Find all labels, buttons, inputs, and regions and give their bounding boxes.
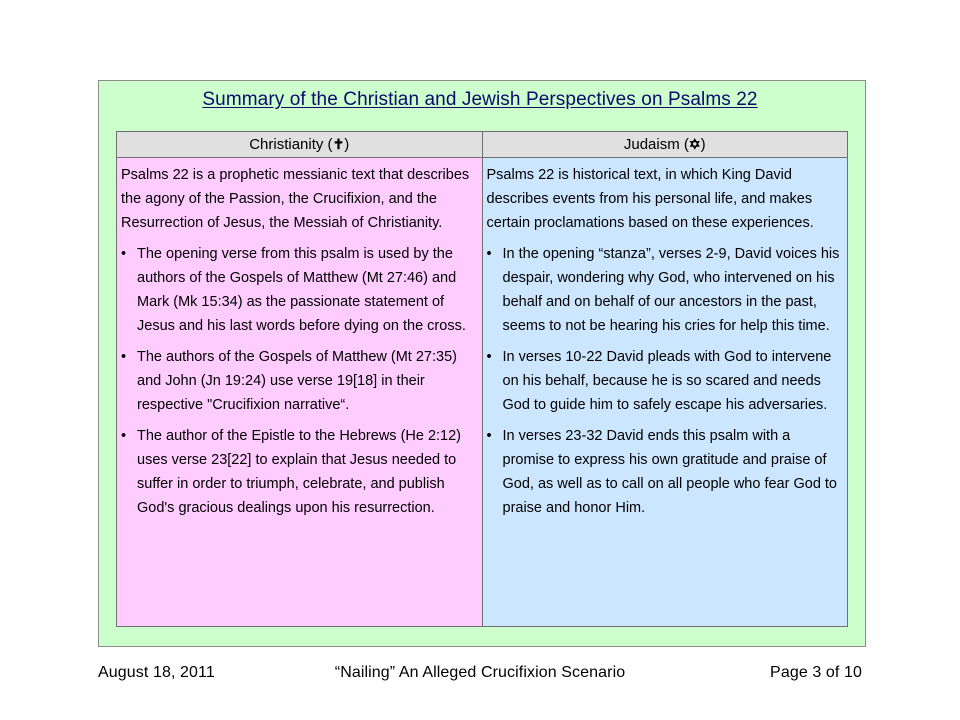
slide-title-text: Summary of the Christian and Jewish Perspectives on Psalms 22 <box>202 89 758 110</box>
christianity-bullet-1 <box>121 242 478 338</box>
judaism-header-label: Judaism ( <box>623 136 689 153</box>
judaism-cell <box>482 158 848 627</box>
christianity-bullet-2-text: The authors of the Gospels of Matthew (Mt 27:35) and John (Jn 19:24) use verse 19[18] in their respective "Crucifixion narrative“. <box>137 349 457 413</box>
cross-icon: ✝ <box>332 136 345 152</box>
judaism-bullet-2 <box>487 345 844 417</box>
table-body-row <box>117 158 848 627</box>
bullet-icon: • <box>486 246 492 262</box>
bullet-icon: • <box>486 428 492 444</box>
judaism-bullet-1-text: In the opening “stanza”, verses 2-9, David voices his despair, wondering why God, who intervened on his behalf and on behalf of our ancestors in the past, seems to not be hearing his cries for help this time. <box>502 246 840 334</box>
judaism-header <box>482 132 848 158</box>
judaism-intro: Psalms 22 is historical text, in which King David describes events from his personal life, and makes certain proclamations based on these experiences. <box>486 167 814 231</box>
bullet-icon: • <box>121 349 127 365</box>
christianity-header-close: ) <box>344 136 350 153</box>
christianity-bullet-3-text: The author of the Epistle to the Hebrews (He 2:12) uses verse 23[22] to explain that Jesus needed to suffer in order to triumph, celebrate, and publish God's gracious dealings upon his resurrection. <box>137 428 462 516</box>
star-of-david-icon: ✡ <box>688 136 701 152</box>
footer-page-number: Page 3 of 10 <box>770 664 862 681</box>
bullet-icon: • <box>486 349 492 365</box>
christianity-intro: Psalms 22 is a prophetic messianic text that describes the agony of the Passion, the Crucifixion, and the Resurrection of Jesus, the Messiah of Christianity. <box>121 167 470 231</box>
christianity-bullet-1-text: The opening verse from this psalm is used by the authors of the Gospels of Matthew (Mt 27:46) and Mark (Mk 15:34) as the passionate statement of Jesus and his last words before dying on the cross. <box>137 246 466 334</box>
christianity-cell <box>117 158 483 627</box>
footer-date: August 18, 2011 <box>98 664 215 681</box>
judaism-bullet-2-text: In verses 10-22 David pleads with God to intervene on his behalf, because he is so scared and needs God to guide him to safely escape his adversaries. <box>502 349 832 413</box>
table-header-row <box>117 132 848 158</box>
bullet-icon: • <box>121 246 127 262</box>
judaism-bullet-3 <box>487 424 844 520</box>
judaism-bullet-3-text: In verses 23-32 David ends this psalm with a promise to express his own gratitude and praise of God, as well as to call on all people who fear God to praise and honor Him. <box>502 428 837 516</box>
comparison-table <box>116 131 848 627</box>
slide-title <box>0 89 960 111</box>
christianity-bullet-list <box>121 242 478 520</box>
footer-presentation-title: “Nailing” An Alleged Crucifixion Scenario <box>334 664 626 681</box>
judaism-bullet-1 <box>487 242 844 338</box>
bullet-icon: • <box>121 428 127 444</box>
christianity-bullet-3 <box>121 424 478 520</box>
christianity-header-label: Christianity ( <box>249 136 333 153</box>
judaism-bullet-list <box>487 242 844 520</box>
christianity-bullet-2 <box>121 345 478 417</box>
judaism-header-close: ) <box>700 136 706 153</box>
christianity-header <box>117 132 483 158</box>
